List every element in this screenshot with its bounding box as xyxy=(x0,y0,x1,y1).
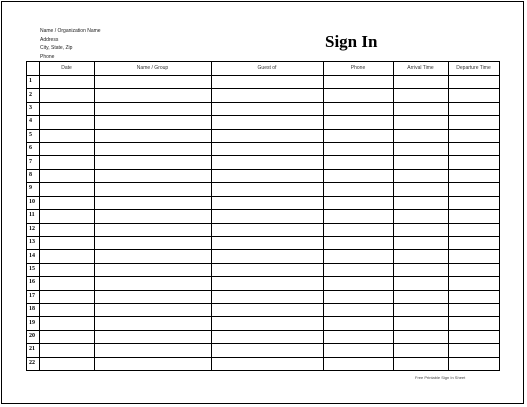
row-divider xyxy=(27,209,499,210)
row-divider xyxy=(27,129,499,130)
column-header: Name / Group xyxy=(136,65,169,71)
row-divider xyxy=(27,263,499,264)
row-divider xyxy=(27,330,499,331)
column-header: Phone xyxy=(350,65,366,71)
row-divider xyxy=(27,115,499,116)
row-divider xyxy=(27,316,499,317)
row-divider xyxy=(27,276,499,277)
row-number: 15 xyxy=(29,265,35,272)
row-divider xyxy=(27,142,499,143)
header-divider xyxy=(27,75,499,76)
row-number: 2 xyxy=(29,91,32,98)
info-line-name: Name / Organization Name xyxy=(40,28,101,34)
row-divider xyxy=(27,357,499,358)
row-divider xyxy=(27,182,499,183)
row-divider xyxy=(27,290,499,291)
row-number: 6 xyxy=(29,145,32,152)
row-number: 5 xyxy=(29,131,32,138)
row-number: 11 xyxy=(29,212,35,219)
row-number: 8 xyxy=(29,172,32,179)
row-divider xyxy=(27,236,499,237)
row-number: 16 xyxy=(29,279,35,286)
row-number: 19 xyxy=(29,319,35,326)
row-divider xyxy=(27,169,499,170)
column-divider xyxy=(393,62,394,370)
row-divider xyxy=(27,223,499,224)
row-number: 12 xyxy=(29,225,35,232)
column-header: Guest of xyxy=(257,65,277,71)
row-divider xyxy=(27,155,499,156)
row-number: 10 xyxy=(29,198,35,205)
column-header: Departure Time xyxy=(456,65,491,71)
column-divider xyxy=(323,62,324,370)
column-divider xyxy=(94,62,95,370)
row-number: 1 xyxy=(29,78,32,85)
organization-info xyxy=(40,27,101,61)
row-divider xyxy=(27,88,499,89)
column-divider xyxy=(211,62,212,370)
row-number: 18 xyxy=(29,306,35,313)
row-divider xyxy=(27,303,499,304)
row-number: 4 xyxy=(29,118,32,125)
row-divider xyxy=(27,196,499,197)
row-number: 3 xyxy=(29,105,32,112)
column-divider xyxy=(448,62,449,370)
row-number: 17 xyxy=(29,292,35,299)
row-number: 22 xyxy=(29,359,35,366)
column-header: Date xyxy=(61,65,72,71)
row-number: 21 xyxy=(29,346,35,353)
row-divider xyxy=(27,343,499,344)
column-header: Arrival Time xyxy=(407,65,434,71)
info-line-city: City, State, Zip xyxy=(40,45,73,51)
sign-in-table xyxy=(26,61,500,371)
footer-credit: Free Printable Sign In Sheet xyxy=(415,375,466,380)
info-line-address: Address xyxy=(40,36,59,43)
row-divider xyxy=(27,102,499,103)
row-number: 14 xyxy=(29,252,35,259)
row-number: 20 xyxy=(29,332,35,339)
page-title: Sign In xyxy=(325,32,378,51)
column-divider xyxy=(39,62,40,370)
info-line-phone: Phone xyxy=(40,53,55,60)
row-number: 9 xyxy=(29,185,32,192)
row-divider xyxy=(27,249,499,250)
row-number: 13 xyxy=(29,239,35,246)
row-number: 7 xyxy=(29,158,32,165)
